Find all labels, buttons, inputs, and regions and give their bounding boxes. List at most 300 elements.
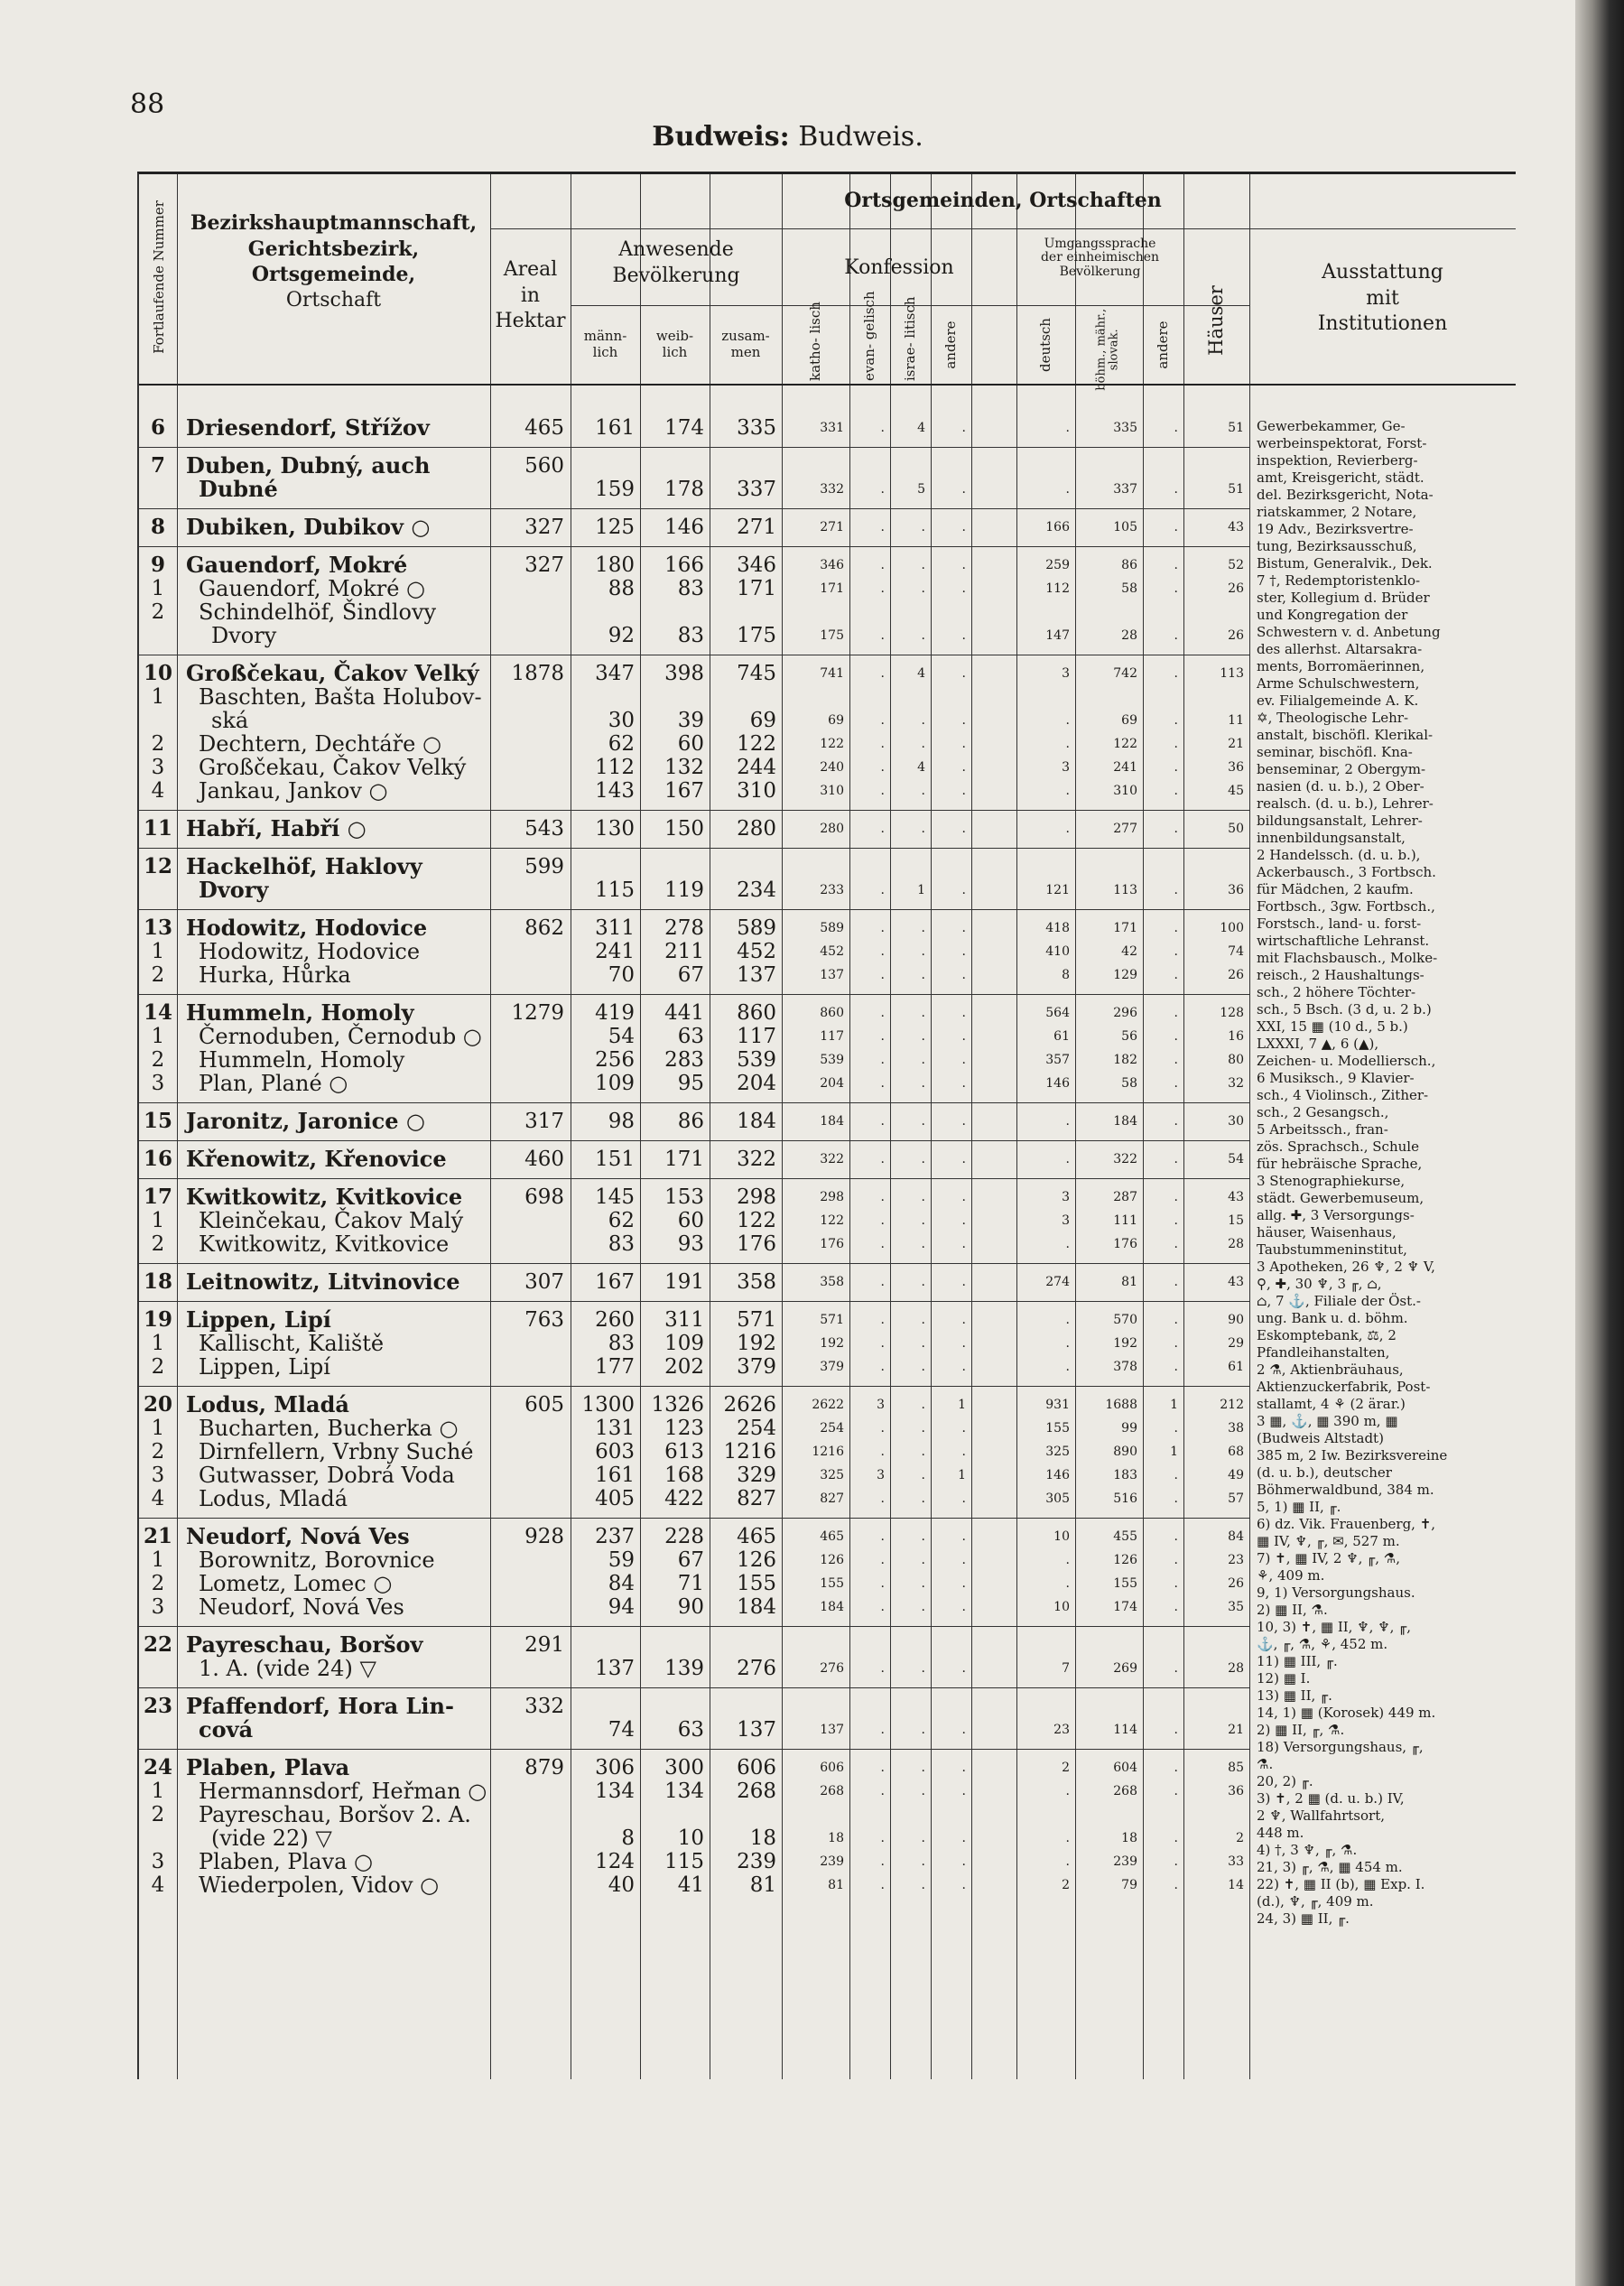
ausstattung-line: sch., 2 höhere Töchter-: [1257, 984, 1416, 1000]
ausstattung-line: 19 Adv., Bezirksvertre-: [1257, 521, 1414, 537]
row-ev: .: [880, 482, 885, 497]
ausstattung-line: 448 m.: [1257, 1825, 1304, 1841]
row-cz: 296: [1113, 1006, 1137, 1020]
row-isr: .: [921, 1576, 925, 1591]
row-z: 329: [737, 1464, 776, 1487]
row-cz: 81: [1121, 1275, 1137, 1289]
row-and: .: [961, 713, 966, 728]
row-z: 192: [737, 1332, 776, 1355]
row-z: 322: [737, 1148, 776, 1171]
row-isr: .: [921, 1854, 925, 1869]
row-z: 539: [737, 1048, 776, 1072]
row-w: 83: [677, 577, 704, 600]
row-as: .: [1174, 1336, 1178, 1351]
row-as: 1: [1170, 1445, 1178, 1459]
row-cz: 184: [1113, 1114, 1137, 1129]
ausstattung-line: ung. Bank u. d. böhm.: [1257, 1310, 1408, 1326]
row-and: .: [961, 558, 966, 572]
row-index: 1: [151, 940, 165, 963]
row-isr: .: [921, 1190, 925, 1204]
row-index: 20: [143, 1392, 172, 1417]
row-m: 124: [595, 1850, 635, 1873]
ausstattung-line: 7 †, Redemptoristenklo-: [1257, 572, 1421, 589]
ausstattung-line: Pfandleihanstalten,: [1257, 1344, 1390, 1361]
row-m: 54: [608, 1025, 635, 1048]
ausstattung-line: sch., 4 Violinsch., Zither-: [1257, 1087, 1429, 1103]
row-as: .: [1174, 1275, 1178, 1289]
row-name: Großčekau, Čakov Velký: [186, 660, 479, 686]
row-kat: 239: [820, 1854, 844, 1869]
row-ev: .: [880, 1275, 885, 1289]
row-name: Habří, Habří ○: [186, 815, 367, 841]
row-z: 358: [737, 1270, 776, 1294]
row-h: 43: [1228, 1275, 1244, 1289]
ausstattung-line: sch., 5 Bsch. (3 d, u. 2 b.): [1257, 1001, 1432, 1018]
ausstattung-line: 5 Arbeitssch., fran-: [1257, 1121, 1388, 1138]
row-index: 1: [151, 1780, 165, 1803]
ausstattung-line: 12) ▦ I.: [1257, 1670, 1311, 1687]
row-ev: .: [880, 558, 885, 572]
row-de: 3: [1062, 760, 1070, 775]
row-isr: .: [921, 1784, 925, 1798]
row-as: .: [1174, 1661, 1178, 1676]
row-de: .: [1065, 1237, 1070, 1251]
row-name: Bucharten, Bucherka ○: [199, 1416, 459, 1441]
ausstattung-line: Taubstummeninstitut,: [1257, 1241, 1407, 1258]
row-as: 1: [1170, 1398, 1178, 1412]
row-w: 132: [664, 756, 704, 779]
row-kat: 379: [820, 1360, 844, 1374]
row-m: 167: [595, 1270, 635, 1294]
row-kat: 539: [820, 1053, 844, 1067]
row-index: 2: [151, 1355, 165, 1379]
row-ev: .: [880, 1445, 885, 1459]
row-m: 143: [595, 779, 635, 803]
row-kat: 298: [820, 1190, 844, 1204]
row-isr: .: [921, 1761, 925, 1775]
row-z: 827: [737, 1487, 776, 1510]
row-index: 19: [143, 1307, 172, 1332]
row-w: 300: [664, 1756, 704, 1780]
row-de: .: [1065, 421, 1070, 435]
ausstattung-line: (d.), ♆, ╓, 409 m.: [1257, 1893, 1374, 1910]
ausstattung-line: Ackerbausch., 3 Fortbsch.: [1257, 864, 1436, 880]
row-h: 2: [1236, 1831, 1244, 1845]
header-areal: [490, 257, 571, 335]
row-kat: 240: [820, 760, 844, 775]
row-kat: 175: [820, 628, 844, 643]
row-ev: .: [880, 713, 885, 728]
ausstattung-line: bildungsanstalt, Lehrer-: [1257, 813, 1423, 829]
header-nummer: Fortlaufende Nummer: [151, 200, 167, 354]
row-and: .: [961, 1445, 966, 1459]
row-w: 171: [664, 1148, 704, 1171]
row-h: 36: [1228, 760, 1244, 775]
ausstattung-line: 2 ♆, Wallfahrtsort,: [1257, 1807, 1385, 1824]
ausstattung-line: 22) ✝, ▦ II (b), ▦ Exp. I.: [1257, 1876, 1425, 1892]
row-ev: .: [880, 1553, 885, 1567]
page-title-bold: Budweis:: [652, 121, 790, 153]
row-z: 122: [737, 1209, 776, 1232]
ausstattung-line: ⚲, ✚, 30 ♆, 3 ╓, ⌂,: [1257, 1276, 1382, 1292]
row-ev: .: [880, 1854, 885, 1869]
row-cz: 604: [1113, 1761, 1137, 1775]
row-as: .: [1174, 1723, 1178, 1737]
header-maennlich: [571, 328, 640, 360]
row-z: 465: [737, 1525, 776, 1548]
row-as: .: [1174, 1152, 1178, 1166]
row-and: .: [961, 1114, 966, 1129]
row-de: 8: [1062, 968, 1070, 982]
row-and: .: [961, 1076, 966, 1091]
row-and: .: [961, 883, 966, 897]
ausstattung-line: ⚗.: [1257, 1756, 1274, 1772]
row-index: 1: [151, 1548, 165, 1572]
row-ev: .: [880, 1029, 885, 1044]
row-kat: 860: [820, 1006, 844, 1020]
header-bevoelkerung: [571, 237, 782, 289]
ausstattung-line: 3 Apotheken, 26 ♆, 2 ♆ V,: [1257, 1259, 1435, 1275]
row-index: 1: [151, 685, 165, 709]
row-as: .: [1174, 822, 1178, 836]
row-cz: 42: [1121, 944, 1137, 959]
row-name: Neudorf, Nová Ves: [199, 1594, 404, 1620]
row-kat: 589: [820, 921, 844, 935]
row-ev: .: [880, 1761, 885, 1775]
row-de: .: [1065, 1336, 1070, 1351]
row-kat: 81: [828, 1878, 844, 1892]
row-isr: .: [921, 944, 925, 959]
row-z: 589: [737, 916, 776, 940]
row-h: 21: [1228, 737, 1244, 751]
row-index: 10: [143, 661, 172, 685]
ausstattung-line: 5, 1) ▦ II, ╓.: [1257, 1499, 1341, 1515]
row-isr: .: [921, 581, 925, 596]
row-de: .: [1065, 482, 1070, 497]
row-isr: 4: [917, 760, 925, 775]
row-w: 109: [664, 1332, 704, 1355]
row-ev: .: [880, 1661, 885, 1676]
row-z: 2626: [723, 1393, 776, 1417]
row-w: 166: [664, 553, 704, 577]
ausstattung-line: ments, Borromäerinnen,: [1257, 658, 1425, 674]
row-h: 57: [1228, 1491, 1244, 1506]
row-as: .: [1174, 944, 1178, 959]
row-and: .: [961, 1576, 966, 1591]
row-m: 151: [595, 1148, 635, 1171]
row-z: 122: [737, 732, 776, 756]
row-isr: .: [921, 968, 925, 982]
row-z: 18: [749, 1826, 776, 1850]
ausstattung-line: ev. Filialgemeinde A. K.: [1257, 692, 1419, 709]
header-umgangssprache: [1016, 237, 1183, 279]
header-bezirk-3: Ortsgemeinde,: [251, 263, 416, 287]
row-z: 271: [737, 516, 776, 539]
row-cz: 111: [1113, 1213, 1137, 1228]
row-index: 4: [151, 779, 165, 803]
row-ev: .: [880, 1313, 885, 1327]
row-w: 422: [664, 1487, 704, 1510]
row-ev: .: [880, 921, 885, 935]
row-ev: .: [880, 944, 885, 959]
ausstattung-line: (d. u. b.), deutscher: [1257, 1464, 1392, 1481]
row-ev: .: [880, 968, 885, 982]
row-cz: 241: [1113, 760, 1137, 775]
row-name: Hurka, Hůrka: [199, 962, 351, 988]
row-m: 94: [608, 1595, 635, 1619]
row-isr: .: [921, 822, 925, 836]
row-as: .: [1174, 1006, 1178, 1020]
row-as: .: [1174, 1854, 1178, 1869]
row-and: .: [961, 1213, 966, 1228]
group-separator: [139, 1626, 1249, 1627]
ausstattung-line: nasien (d. u. b.), 2 Ober-: [1257, 778, 1424, 795]
row-as: .: [1174, 520, 1178, 534]
row-as: .: [1174, 482, 1178, 497]
row-kat: 184: [820, 1114, 844, 1129]
row-isr: .: [921, 1831, 925, 1845]
row-and: .: [961, 520, 966, 534]
row-h: 113: [1220, 666, 1244, 681]
row-w: 613: [664, 1440, 704, 1464]
row-de: 155: [1045, 1421, 1070, 1436]
row-areal: 1878: [511, 662, 564, 685]
ausstattung-line: allg. ✚, 3 Versorgungs-: [1257, 1207, 1415, 1223]
row-ev: .: [880, 1076, 885, 1091]
row-areal: 327: [524, 553, 564, 577]
row-and: .: [961, 482, 966, 497]
header-bezirk-1: Bezirkshauptmannschaft,: [190, 211, 478, 235]
row-and: .: [961, 421, 966, 435]
row-de: 305: [1045, 1491, 1070, 1506]
row-and: 1: [958, 1398, 966, 1412]
ausstattung-line: (Budweis Altstadt): [1257, 1430, 1384, 1446]
row-w: 174: [664, 416, 704, 440]
row-cz: 516: [1113, 1491, 1137, 1506]
row-ev: .: [880, 883, 885, 897]
row-kat: 741: [820, 666, 844, 681]
row-and: .: [961, 1152, 966, 1166]
row-index: 3: [151, 756, 165, 779]
row-de: 10: [1053, 1600, 1070, 1614]
group-separator: [139, 1102, 1249, 1103]
ausstattung-line: 24, 3) ▦ II, ╓.: [1257, 1910, 1350, 1927]
row-kat: 254: [820, 1421, 844, 1436]
row-and: .: [961, 1761, 966, 1775]
group-separator: [139, 1140, 1249, 1141]
row-m: 256: [595, 1048, 635, 1072]
row-w: 1326: [651, 1393, 704, 1417]
row-z: 239: [737, 1850, 776, 1873]
row-m: 92: [608, 624, 635, 647]
row-m: 130: [595, 817, 635, 841]
row-kat: 827: [820, 1491, 844, 1506]
row-and: .: [961, 1029, 966, 1044]
row-index: 21: [143, 1524, 172, 1548]
row-as: .: [1174, 1053, 1178, 1067]
row-m: 40: [608, 1873, 635, 1897]
row-ev: .: [880, 1237, 885, 1251]
group-separator: [139, 508, 1249, 509]
row-index: 2: [151, 1232, 165, 1256]
row-h: 26: [1228, 581, 1244, 596]
row-and: .: [961, 737, 966, 751]
group-separator: [139, 546, 1249, 547]
ausstattung-line: ⚘, 409 m.: [1257, 1567, 1325, 1584]
ausstattung-line: Böhmerwaldbund, 384 m.: [1257, 1482, 1434, 1498]
row-name: Borownitz, Borovnice: [199, 1547, 435, 1573]
row-ev: .: [880, 1213, 885, 1228]
row-cz: 182: [1113, 1053, 1137, 1067]
ausstattung-line: 9, 1) Versorgungshaus.: [1257, 1584, 1415, 1601]
row-name: Hermannsdorf, Heřman ○: [199, 1779, 487, 1804]
group-separator: [139, 1687, 1249, 1688]
row-index: 22: [143, 1632, 172, 1657]
header-areal-2: in: [520, 283, 541, 307]
group-separator: [139, 848, 1249, 849]
row-kat: 192: [820, 1336, 844, 1351]
row-h: 212: [1220, 1398, 1244, 1412]
row-m: 180: [595, 553, 635, 577]
row-z: 175: [737, 624, 776, 647]
row-as: .: [1174, 666, 1178, 681]
row-and: .: [961, 1854, 966, 1869]
row-isr: .: [921, 1360, 925, 1374]
row-index: 3: [151, 1595, 165, 1619]
row-w: 146: [664, 516, 704, 539]
row-de: 166: [1045, 520, 1070, 534]
ausstattung-line: 10, 3) ✝, ▦ II, ♆, ♆, ╓,: [1257, 1619, 1411, 1635]
header-katholisch: katho- lisch: [807, 302, 823, 381]
row-name: Duben, Dubný, auch: [186, 452, 431, 479]
row-isr: .: [921, 1313, 925, 1327]
row-as: .: [1174, 1029, 1178, 1044]
row-z: 337: [737, 478, 776, 501]
row-index: 11: [143, 816, 172, 841]
row-cz: 56: [1121, 1029, 1137, 1044]
ausstattung-line: Eskomptebank, ⚖, 2: [1257, 1327, 1397, 1343]
row-kat: 465: [820, 1529, 844, 1544]
row-name: Großčekau, Čakov Velký: [199, 755, 467, 780]
row-cz: 378: [1113, 1360, 1137, 1374]
group-separator: [139, 1749, 1249, 1750]
row-areal: 879: [524, 1756, 564, 1780]
row-name: Lippen, Lipí: [186, 1306, 331, 1333]
row-and: .: [961, 1529, 966, 1544]
row-w: 60: [677, 1209, 704, 1232]
ausstattung-line: realsch. (d. u. b.), Lehrer-: [1257, 795, 1434, 812]
row-cz: 79: [1121, 1878, 1137, 1892]
row-and: .: [961, 1723, 966, 1737]
row-index: 24: [143, 1755, 172, 1780]
row-name-continued: Dvory: [211, 623, 277, 648]
row-areal: 317: [524, 1110, 564, 1133]
row-m: 306: [595, 1756, 635, 1780]
header-weiblich-2: lich: [662, 344, 688, 360]
row-kat: 184: [820, 1600, 844, 1614]
row-ev: .: [880, 1784, 885, 1798]
row-w: 123: [664, 1417, 704, 1440]
row-kat: 117: [820, 1029, 844, 1044]
group-separator: [139, 994, 1249, 995]
row-w: 63: [677, 1718, 704, 1742]
row-h: 49: [1228, 1468, 1244, 1482]
row-ev: .: [880, 737, 885, 751]
ausstattung-line: tung, Bezirksausschuß,: [1257, 538, 1417, 554]
header-deutsch: deutsch: [1037, 318, 1053, 372]
row-de: 357: [1045, 1053, 1070, 1067]
row-kat: 268: [820, 1784, 844, 1798]
row-cz: 455: [1113, 1529, 1137, 1544]
row-name: Hackelhöf, Haklovy: [186, 853, 422, 879]
row-ev: .: [880, 784, 885, 798]
header-umgangssprache-3: Bevölkerung: [1059, 264, 1141, 279]
row-name: Kwitkowitz, Kvitkovice: [186, 1184, 463, 1210]
ausstattung-line: Zeichen- u. Modelliersch.,: [1257, 1053, 1436, 1069]
row-index: 8: [150, 515, 165, 539]
row-as: .: [1174, 1831, 1178, 1845]
row-cz: 570: [1113, 1313, 1137, 1327]
row-cz: 58: [1121, 1076, 1137, 1091]
row-ev: .: [880, 1831, 885, 1845]
row-and: .: [961, 760, 966, 775]
row-isr: .: [921, 1213, 925, 1228]
row-de: 7: [1062, 1661, 1070, 1676]
row-cz: 129: [1113, 968, 1137, 982]
row-as: .: [1174, 558, 1178, 572]
page-title: [0, 121, 1575, 153]
row-isr: .: [921, 1006, 925, 1020]
row-de: 147: [1045, 628, 1070, 643]
row-m: 83: [608, 1332, 635, 1355]
row-kat: 18: [828, 1831, 844, 1845]
row-cz: 126: [1113, 1553, 1137, 1567]
ausstattung-line: stallamt, 4 ⚘ (2 ärar.): [1257, 1396, 1406, 1412]
row-z: 379: [737, 1355, 776, 1379]
row-m: 347: [595, 662, 635, 685]
row-m: 8: [621, 1826, 635, 1850]
row-and: .: [961, 1553, 966, 1567]
row-kat: 571: [820, 1313, 844, 1327]
row-areal: 862: [524, 916, 564, 940]
row-areal: 327: [524, 516, 564, 539]
row-m: 131: [595, 1417, 635, 1440]
row-ev: .: [880, 1723, 885, 1737]
row-cz: 742: [1113, 666, 1137, 681]
header-bezirk-2: Gerichtsbezirk,: [247, 237, 420, 261]
row-kat: 280: [820, 822, 844, 836]
ausstattung-text: [1257, 418, 1545, 1928]
row-kat: 325: [820, 1468, 844, 1482]
row-kat: 122: [820, 737, 844, 751]
row-isr: 4: [917, 666, 925, 681]
row-kat: 332: [820, 482, 844, 497]
row-de: 3: [1062, 666, 1070, 681]
row-and: .: [961, 1190, 966, 1204]
ausstattung-line: LXXXI, 7 ▲, 6 (▲),: [1257, 1036, 1379, 1052]
row-de: 112: [1045, 581, 1070, 596]
row-name: Neudorf, Nová Ves: [186, 1523, 410, 1549]
row-ev: .: [880, 1114, 885, 1129]
row-index: 4: [151, 1873, 165, 1897]
row-cz: 113: [1113, 883, 1137, 897]
row-and: .: [961, 581, 966, 596]
ausstattung-line: und Kongregation der: [1257, 607, 1408, 623]
row-m: 137: [595, 1657, 635, 1680]
row-w: 441: [664, 1001, 704, 1025]
row-as: .: [1174, 1190, 1178, 1204]
row-isr: .: [921, 558, 925, 572]
